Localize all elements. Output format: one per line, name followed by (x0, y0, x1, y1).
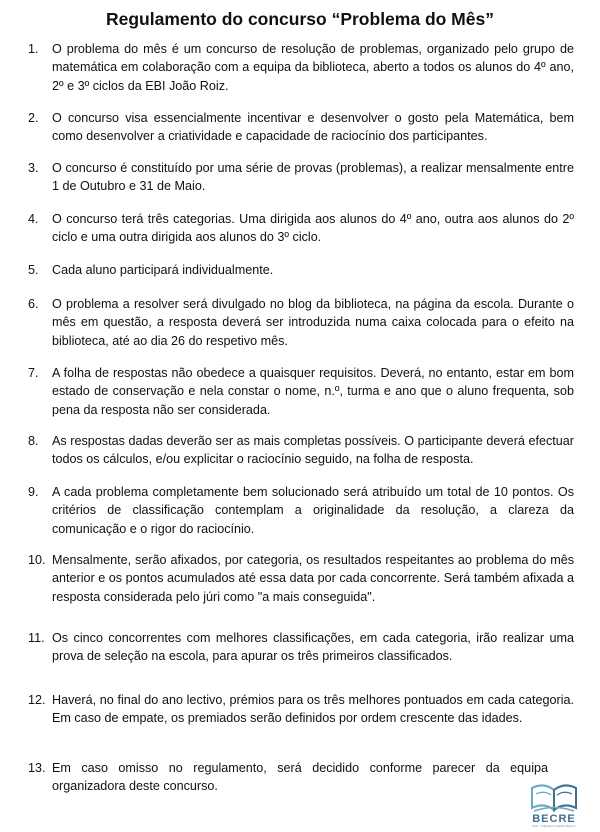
rule-text: Os cinco concorrentes com melhores classificações, em cada categoria, irão realizar uma prova de seleção na escola, para apurar os três primeiros classificados. (52, 631, 574, 664)
rule-text: O problema do mês é um concurso de resolução de problemas, organizado pelo grupo de matemática em colaboração com a equipa da biblioteca, aberto a todos os alunos do 4º ano, 2º e 3º ciclos da EBI João Roiz. (52, 42, 574, 93)
rule-item (28, 691, 574, 728)
rule-text: O concurso é constituído por uma série de provas (problemas), a realizar mensalmente entre 1 de Outubro e 31 de Maio. (52, 161, 574, 194)
rule-number: 2. (28, 111, 39, 125)
rule-number: 8. (28, 434, 39, 448)
rule-number: 12. (28, 693, 46, 707)
rule-number: 13. (28, 761, 46, 775)
rule-item (28, 364, 574, 419)
rule-item (28, 295, 574, 350)
rule-item (28, 551, 574, 606)
logo-subtitle: E.B.I. João Roiz Castelo Branco (532, 824, 576, 828)
rule-number: 4. (28, 212, 39, 226)
rule-number: 3. (28, 161, 39, 175)
rule-item (28, 40, 574, 95)
rule-item (28, 483, 574, 538)
becre-logo (524, 780, 584, 828)
rule-number: 9. (28, 485, 39, 499)
rule-item (28, 261, 574, 279)
rule-text: Em caso omisso no regulamento, será decidido conforme parecer da equipa organizadora deste concurso. (52, 761, 548, 794)
rule-item (28, 759, 548, 796)
rule-text: A cada problema completamente bem solucionado será atribuído um total de 10 pontos. Os critérios de classificação contemplam a originalidade da resolução, a clareza da comunicação e o rigor do raciocínio. (52, 485, 574, 536)
document-title: Regulamento do concurso “Problema do Mês” (106, 9, 494, 29)
rule-number: 7. (28, 366, 39, 380)
rule-item (28, 210, 574, 247)
rule-number: 6. (28, 297, 39, 311)
rule-item (28, 432, 574, 469)
rule-item (28, 629, 574, 666)
rule-text: Cada aluno participará individualmente. (52, 263, 274, 277)
open-book-icon (524, 780, 584, 814)
rule-text: Haverá, no final do ano lectivo, prémios para os três melhores pontuados em cada categoria. Em caso de empate, os premiados serão definidos por ordem crescente das idades. (52, 693, 574, 726)
rule-text: As respostas dadas deverão ser as mais completas possíveis. O participante deverá efectuar todos os cálculos, e/ou explicitar o raciocínio seguido, na folha de resposta. (52, 434, 574, 467)
logo-name: BECRE (532, 813, 576, 825)
rule-number: 11. (28, 631, 45, 645)
rule-text: O concurso visa essencialmente incentivar e desenvolver o gosto pela Matemática, bem como desenvolver a criatividade e capacidade de raciocínio dos participantes. (52, 111, 574, 144)
rule-number: 1. (28, 42, 39, 56)
rule-text: O problema a resolver será divulgado no blog da biblioteca, na página da escola. Durante o mês em questão, a resposta deverá ser introduzida numa caixa colocada para o efeito na biblioteca, até ao dia 26 do respetivo mês. (52, 297, 574, 348)
rule-item (28, 159, 574, 196)
rule-text: O concurso terá três categorias. Uma dirigida aos alunos do 4º ano, outra aos alunos do 2º ciclo e uma outra dirigida aos alunos do 3º ciclo. (52, 212, 574, 245)
rule-item (28, 109, 574, 146)
rule-number: 5. (28, 263, 39, 277)
rule-number: 10. (28, 553, 46, 567)
rule-text: Mensalmente, serão afixados, por categoria, os resultados respeitantes ao problema do mês anterior e os pontos acumulados até essa data por cada concorrente. Será também afixada a resposta considerada pelo júri como "a mais conseguida". (52, 553, 574, 604)
rule-text: A folha de respostas não obedece a quaisquer requisitos. Deverá, no entanto, estar em bom estado de conservação e nela constar o nome, n.º, turma e ano que o aluno frequenta, sob pena da resposta não ser considerada. (52, 366, 574, 417)
